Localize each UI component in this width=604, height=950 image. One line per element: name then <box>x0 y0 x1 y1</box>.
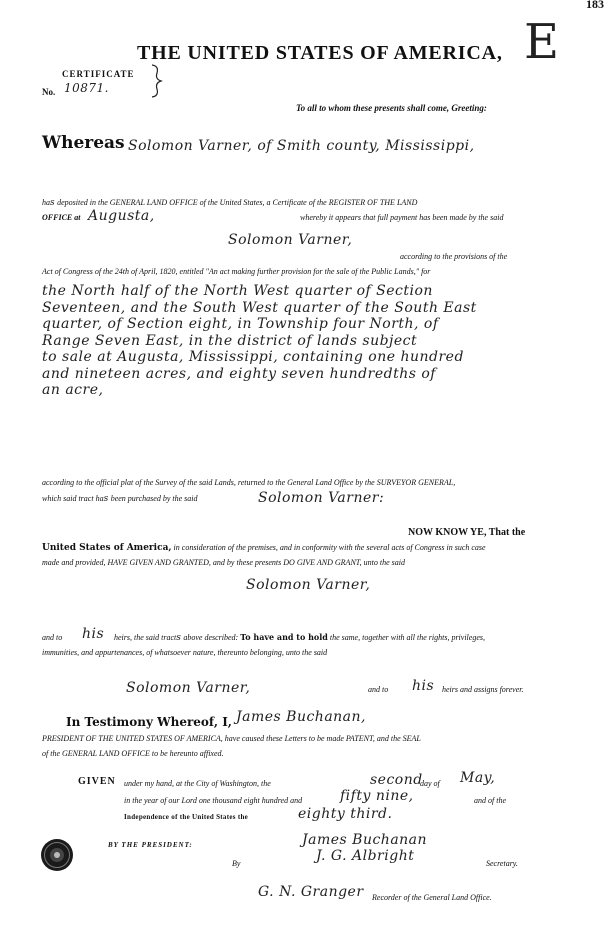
certificate-no-label: No. <box>42 87 56 97</box>
whereas-label: Whereas <box>42 133 125 153</box>
final-pronoun: his <box>412 678 435 694</box>
whereas-name: Solomon Varner, of Smith county, Mississippi, <box>128 138 475 154</box>
document-title: THE UNITED STATES OF AMERICA, <box>137 42 503 64</box>
certificate-brace <box>150 64 164 98</box>
land-line: Seventeen, and the South West quarter of the South East <box>42 299 477 316</box>
recorder-signature: G. N. Granger <box>258 884 364 900</box>
given-line-1: under my hand, at the City of Washington, the <box>124 779 271 788</box>
given-day: second <box>370 772 423 788</box>
land-line: the North half of the North West quarter of Section <box>42 283 433 299</box>
land-line: to sale at Augusta, Mississippi, containing one hundred <box>42 349 464 365</box>
consideration-line-1: United States of America, in consideration of the premises, and in conformity with the several acts of Congress in such case <box>42 543 486 553</box>
provisions-line: according to the provisions of the <box>400 252 508 261</box>
given-year: fifty nine, <box>340 788 414 804</box>
survey-line-2: which said tract has been purchased by the said <box>42 494 198 504</box>
survey-line-1: according to the official plat of the Survey of the said Lands, returned to the General Land Office by the SURVEYOR GENERAL, <box>42 478 456 487</box>
survey-name: Solomon Varner: <box>258 490 385 506</box>
certificate-label: CERTIFICATE <box>62 69 135 79</box>
recorder-label: Recorder of the General Land Office. <box>372 893 492 902</box>
given-line-3: Independence of the United States the <box>124 813 249 821</box>
secretary-signature: J. G. Albright <box>316 848 415 864</box>
office-location: Augusta, <box>88 208 155 224</box>
given-label: GIVEN <box>78 776 116 787</box>
seal-icon <box>40 838 74 872</box>
president-signature: James Buchanan <box>302 832 428 848</box>
final-grantee-name: Solomon Varner, <box>126 680 251 696</box>
land-line: an acre, <box>42 382 104 398</box>
testimony-label: In Testimony Whereof, I, <box>66 715 232 729</box>
heirs-line-2: immunities, and appurtenances, of whatsoever nature, thereunto belonging, unto the said <box>42 648 328 657</box>
act-line: Act of Congress of the 24th of April, 1820, entitled "An act making further provision for the sale of the Public Lands," for <box>42 267 431 276</box>
land-description <box>42 283 582 399</box>
heirs-and-to: and to <box>42 633 63 642</box>
land-line: quarter, of Section eight, in Township four North, of <box>42 316 439 332</box>
page-number: 183 <box>586 0 604 11</box>
now-know-ye: NOW KNOW YE, That the <box>408 527 526 538</box>
certificate-number: 10871. <box>64 81 109 95</box>
deposit-line-2-tail: whereby it appears that full payment has been made by the said <box>300 213 504 222</box>
land-line: Range Seven East, in the district of lands subject <box>42 332 418 349</box>
heirs-line-1: heirs, the said tracts above described: To have and to hold the same, together with all the rights, privileges, <box>114 632 485 643</box>
land-line: and nineteen acres, and eighty seven hundredths of <box>42 365 436 382</box>
consideration-line-2: made and provided, HAVE GIVEN AND GRANTED, and by these presents DO GIVE AND GRANT, unto the said <box>42 558 405 567</box>
testimony-line-1: PRESIDENT OF THE UNITED STATES OF AMERICA, have caused these Letters to be made PATENT, and the SEAL <box>42 734 421 743</box>
deposit-line-2: OFFICE at <box>42 213 81 222</box>
by-the-president: BY THE PRESIDENT: <box>108 841 193 849</box>
deposit-line-1: has deposited in the GENERAL LAND OFFICE of the United States, a Certificate of the REGISTER OF THE LAND <box>42 198 418 208</box>
grantee-name: Solomon Varner, <box>246 577 371 593</box>
given-day-of: day of <box>420 779 440 788</box>
given-line-2: in the year of our Lord one thousand eight hundred and <box>124 796 303 805</box>
corner-mark: E <box>524 14 560 70</box>
heirs-pronoun: his <box>82 626 105 642</box>
given-and-of: and of the <box>474 796 506 805</box>
secretary-label: Secretary. <box>486 859 518 868</box>
testimony-line-2: of the GENERAL LAND OFFICE to be hereunto affixed. <box>42 749 224 758</box>
payer-name: Solomon Varner, <box>228 232 353 248</box>
given-month: May, <box>460 770 496 786</box>
president-name: James Buchanan, <box>236 709 366 725</box>
final-heirs-tail: heirs and assigns forever. <box>442 685 524 694</box>
greeting: To all to whom these presents shall come, Greeting: <box>296 103 487 113</box>
final-and-to: and to <box>368 685 389 694</box>
by-label: By <box>232 859 241 868</box>
given-independence-year: eighty third. <box>298 806 393 822</box>
